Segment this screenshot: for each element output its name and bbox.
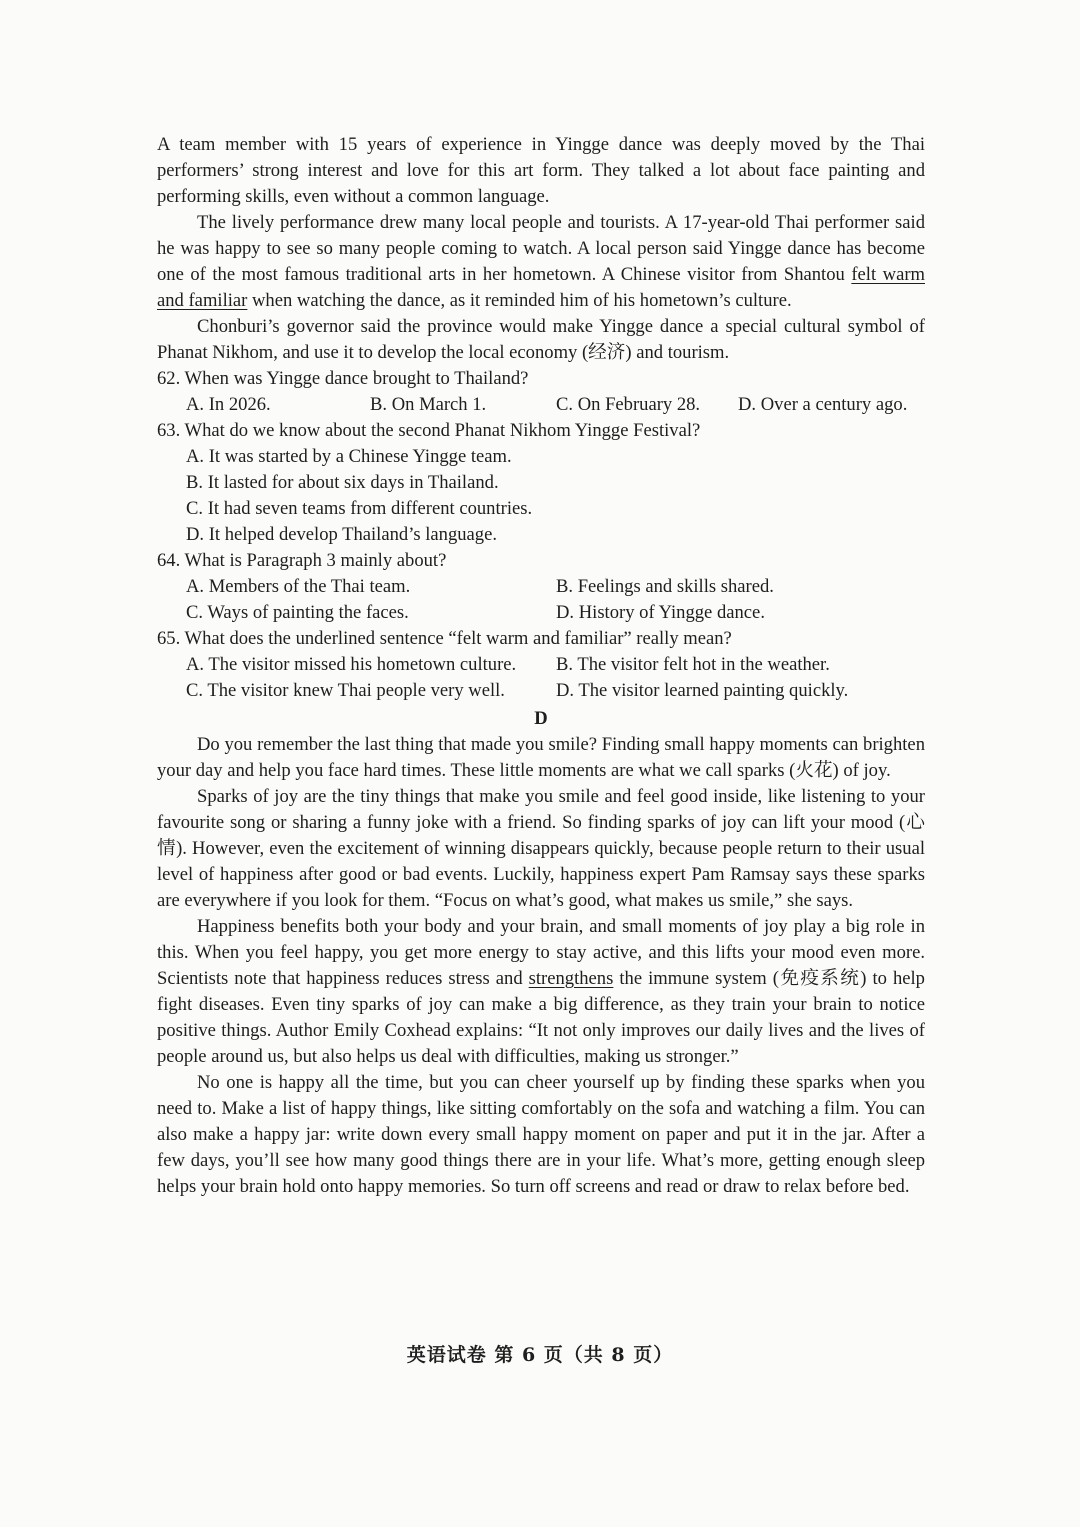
text-span: when watching the dance, as it reminded him of his hometown’s culture. bbox=[247, 290, 792, 311]
option-c[interactable]: C. On February 28. bbox=[556, 394, 701, 415]
option-a[interactable]: A. It was started by a Chinese Yingge team. bbox=[186, 446, 512, 467]
underlined-phrase: felt warm and familiar bbox=[157, 264, 925, 311]
page-footer: 英语试卷 第 6 页（共 8 页） bbox=[406, 1344, 674, 1366]
options-row bbox=[186, 678, 925, 704]
question-stem: 62. When was Yingge dance brought to Thailand? bbox=[157, 368, 529, 389]
passage-d-paragraph: No one is happy all the time, but you can cheer yourself up by finding these sparks when you need to. Make a list of happy things, like sitting comfortably on the sofa and watching a film. You can also make a happy jar: write down every small happy moment on paper and put it in the jar. After a few days, you’ll see how many good things there are in your life. What’s more, getting enough sleep helps your brain hold onto happy memories. So turn off screens and read or draw to relax before bed. bbox=[157, 1072, 925, 1197]
options-row bbox=[186, 600, 925, 626]
options-row bbox=[186, 574, 925, 600]
text-span: Happiness benefits both your body and your brain, and small moments of joy play a big role in this. When you feel happy, you get more energy to stay active, and this lifts your mood even more. Scientists note that happiness reduces stress and bbox=[157, 916, 925, 989]
passage-d-paragraph bbox=[157, 914, 925, 1070]
option-c[interactable]: C. It had seven teams from different countries. bbox=[186, 498, 533, 519]
option-a[interactable]: A. In 2026. bbox=[186, 394, 271, 415]
question-62 bbox=[157, 366, 925, 418]
option-c[interactable]: C. Ways of painting the faces. bbox=[186, 602, 409, 623]
option-a[interactable]: A. Members of the Thai team. bbox=[186, 576, 411, 597]
question-stem: 64. What is Paragraph 3 mainly about? bbox=[157, 550, 447, 571]
options-list bbox=[186, 444, 925, 548]
option-d[interactable]: D. It helped develop Thailand’s language. bbox=[186, 524, 498, 545]
option-b[interactable]: B. Feelings and skills shared. bbox=[556, 576, 774, 597]
question-64 bbox=[157, 548, 925, 626]
underlined-word: strengthens bbox=[528, 968, 614, 989]
option-b[interactable]: B. The visitor felt hot in the weather. bbox=[556, 654, 830, 675]
option-d[interactable]: D. History of Yingge dance. bbox=[556, 602, 765, 623]
passage-d-paragraph: Sparks of joy are the tiny things that make you smile and feel good inside, like listening to your favourite song or sharing a funny joke with a friend. So finding sparks of joy can lift your mood (心情). However, even the excitement of winning disappears quickly, because people return to their usual level of happiness after good or bad events. Luckily, happiness expert Pam Ramsay says these sparks are everywhere if you look for them. “Focus on what’s good, what makes us smile,” she says. bbox=[157, 786, 925, 911]
option-c[interactable]: C. The visitor knew Thai people very well. bbox=[186, 680, 505, 701]
question-65 bbox=[157, 626, 925, 704]
option-d[interactable]: D. The visitor learned painting quickly. bbox=[556, 680, 849, 701]
question-stem: 65. What does the underlined sentence “felt warm and familiar” really mean? bbox=[157, 628, 732, 649]
passage-d-paragraph: Do you remember the last thing that made you smile? Finding small happy moments can brighten your day and help you face hard times. These little moments are what we call sparks (火花) of joy. bbox=[157, 734, 925, 781]
option-d[interactable]: D. Over a century ago. bbox=[738, 394, 908, 415]
option-b[interactable]: B. On March 1. bbox=[370, 394, 487, 415]
passage-c-paragraph bbox=[157, 210, 925, 314]
passage-c-paragraph: Chonburi’s governor said the province would make Yingge dance a special cultural symbol of Phanat Nikhom, and use it to develop the local economy (经济) and tourism. bbox=[157, 316, 925, 363]
section-title: D bbox=[534, 708, 548, 729]
passage-c-paragraph: A team member with 15 years of experience in Yingge dance was deeply moved by the Thai performers’ strong interest and love for this art form. They talked a lot about face painting and performing skills, even without a common language. bbox=[157, 134, 925, 207]
option-a[interactable]: A. The visitor missed his hometown culture. bbox=[186, 654, 517, 675]
text-span: The lively performance drew many local people and tourists. A 17-year-old Thai performer said he was happy to see so many people coming to watch. A local person said Yingge dance has become one of the most famous traditional arts in her hometown. A Chinese visitor from Shantou bbox=[157, 212, 925, 285]
text-span: the immune system (免疫系统) to help fight diseases. Even tiny sparks of joy can make a big difference, as they train your brain to notice positive things. Author Emily Coxhead explains: “It not only improves our daily lives and the lives of people around us, but also helps us deal with difficulties, making us stronger.” bbox=[157, 968, 925, 1067]
option-b[interactable]: B. It lasted for about six days in Thailand. bbox=[186, 472, 499, 493]
question-stem: 63. What do we know about the second Phanat Nikhom Yingge Festival? bbox=[157, 420, 701, 441]
options-row bbox=[186, 652, 925, 678]
page-content bbox=[157, 132, 925, 1200]
question-63 bbox=[157, 418, 925, 548]
options-row bbox=[186, 392, 925, 418]
